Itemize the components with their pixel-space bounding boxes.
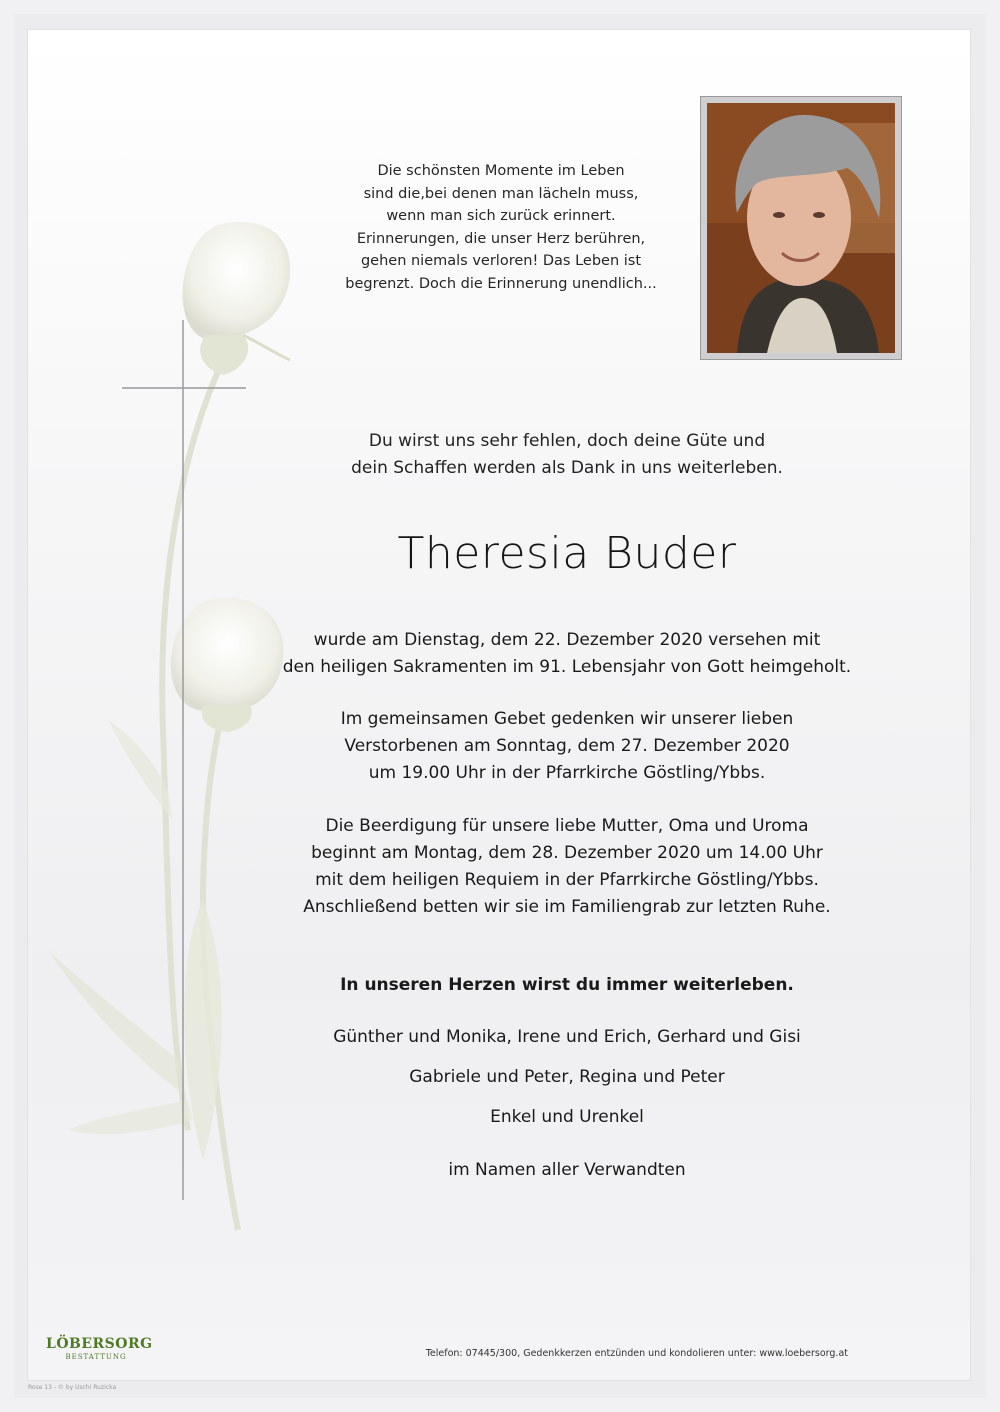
prayer-line: Im gemeinsamen Gebet gedenken wir unserer lieben [340, 709, 794, 729]
image-credit: Rose 13 - © by Uschi Ruzicka [28, 1384, 117, 1391]
quote-line: Die schönsten Momente im Leben [377, 163, 625, 179]
prayer-line: um 19.00 Uhr in der Pfarrkirche Göstling/Ybbs. [368, 763, 766, 783]
motto-line: Du wirst uns sehr fehlen, doch deine Güte und [368, 431, 766, 451]
family-line: Gabriele und Peter, Regina und Peter [409, 1067, 725, 1087]
funeral-line: mit dem heiligen Requiem in der Pfarrkirche Göstling/Ybbs. [315, 870, 819, 890]
portrait-image [707, 103, 895, 353]
funeral-line: Die Beerdigung für unsere liebe Mutter, Oma und Uroma [325, 816, 809, 836]
quote-line: sind die,bei denen man lächeln muss, [363, 185, 639, 202]
motto-line: dein Schaffen werden als Dank in uns weiterleben. [351, 458, 783, 478]
funeral-line: beginnt am Montag, dem 28. Dezember 2020 um 14.00 Uhr [311, 843, 823, 863]
death-notice-line: wurde am Dienstag, dem 22. Dezember 2020 versehen mit [313, 630, 821, 650]
quote-line: wenn man sich zurück erinnert. [386, 208, 616, 224]
memorial-quote [340, 160, 662, 295]
family-line: im Namen aller Verwandten [448, 1160, 686, 1180]
funeral-home-logo [46, 1336, 153, 1361]
prayer-notice [250, 706, 884, 787]
death-notice-line: den heiligen Sakramenten im 91. Lebensjahr von Gott heimgeholt. [282, 657, 852, 677]
deceased-name: Theresia Buder [397, 528, 737, 579]
family-line: Günther und Monika, Irene und Erich, Gerhard und Gisi [333, 1027, 801, 1047]
cross-icon-bar [122, 387, 246, 389]
death-notice [250, 627, 884, 681]
funeral-notice [250, 813, 884, 921]
obituary-card [28, 30, 970, 1380]
family-line: Enkel und Urenkel [490, 1107, 644, 1127]
logo-name: LÖBERSORG [46, 1336, 153, 1352]
contact-footer: Telefon: 07445/300, Gedenkkerzen entzünden und kondolieren unter: www.loebersorg.at [425, 1348, 848, 1359]
portrait-photo [700, 96, 902, 360]
cross-icon [182, 320, 184, 1200]
quote-line: begrenzt. Doch die Erinnerung unendlich... [345, 275, 657, 292]
funeral-line: Anschließend betten wir sie im Familiengrab zur letzten Ruhe. [303, 897, 831, 917]
prayer-line: Verstorbenen am Sonntag, dem 27. Dezember 2020 [344, 736, 790, 756]
logo-subtitle: BESTATTUNG [65, 1353, 127, 1361]
quote-line: Erinnerungen, die unser Herz berühren, [356, 230, 646, 247]
quote-line: gehen niemals verloren! Das Leben ist [360, 253, 642, 269]
closing-line: In unseren Herzen wirst du immer weiterleben. [340, 975, 794, 995]
motto [250, 428, 884, 482]
